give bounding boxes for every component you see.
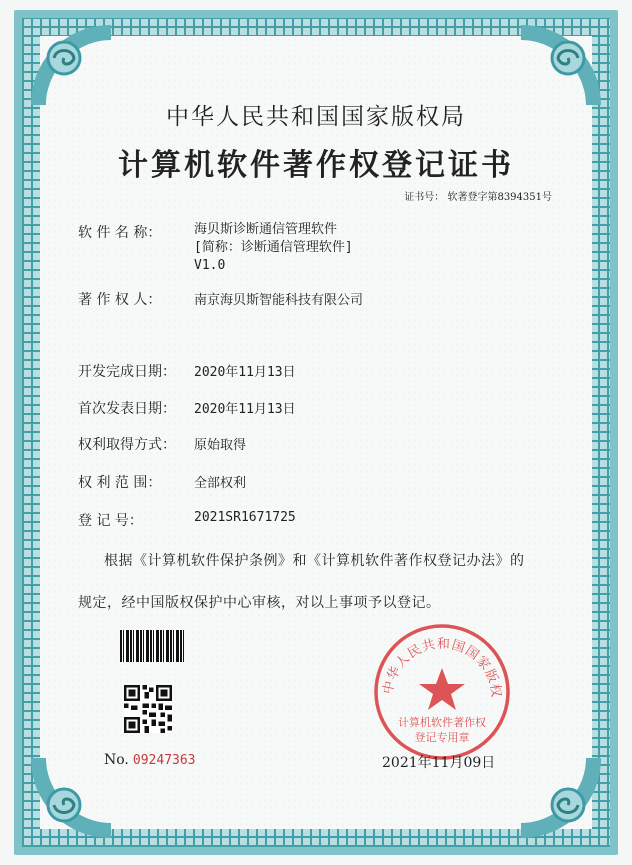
software-name-label: 软 件 名 称： [78, 225, 162, 241]
certificate-number [404, 188, 552, 203]
serial-value: 09247363 [132, 753, 196, 768]
statement-line-1: 根据《计算机软件保护条例》和《计算机软件著作权登记办法》的 [104, 553, 525, 569]
serial-label: No. [104, 752, 129, 768]
publish-date-value: 2020年11月13日 [194, 402, 296, 417]
issue-date: 2021年11月09日 [382, 755, 496, 771]
qr-code [124, 685, 172, 733]
publish-date-label: 首次发表日期： [78, 401, 176, 417]
issuer-name: 中华人民共和国国家版权局 [166, 104, 466, 130]
owner-row [78, 289, 364, 309]
registration-number-value: 2021SR1671725 [194, 510, 296, 525]
completion-date-row [78, 361, 296, 381]
certificate-number-value: 软著登字第8394351号 [447, 192, 552, 203]
official-seal [372, 622, 512, 762]
barcode [120, 630, 184, 662]
software-name: 海贝斯诊断通信管理软件 [194, 222, 338, 237]
corner-ornament [26, 20, 116, 110]
statement-line-2: 规定，经中国版权保护中心审核，对以上事项予以登记。 [78, 595, 441, 611]
svg-text:中华人民共和国国家版权局: 中华人民共和国国家版权 [380, 636, 504, 699]
svg-text:计算机软件著作权: 计算机软件著作权 [398, 716, 486, 729]
acquisition-label: 权利取得方式： [78, 437, 176, 453]
serial-number [104, 752, 196, 768]
scope-value: 全部权利 [194, 476, 247, 491]
certificate-title: 计算机软件著作权登记证书 [118, 148, 514, 183]
corner-ornament [516, 753, 606, 843]
certificate-number-label: 证书号： [404, 192, 445, 203]
software-name-values [194, 221, 353, 275]
completion-date-label: 开发完成日期： [78, 364, 176, 380]
acquisition-value: 原始取得 [194, 438, 247, 453]
software-version: V1.0 [194, 258, 226, 273]
software-name-row [78, 222, 193, 242]
scope-label: 权 利 范 围： [78, 475, 162, 491]
software-short-name: [简称：诊断通信管理软件] [194, 240, 353, 255]
publish-date-row [78, 398, 296, 418]
svg-text:登记专用章: 登记专用章 [414, 731, 470, 744]
corner-ornament [26, 753, 116, 843]
completion-date-value: 2020年11月13日 [194, 365, 296, 380]
registration-number-label: 登 记 号： [78, 513, 143, 529]
registration-number-row [78, 510, 296, 530]
owner-label: 著 作 权 人： [78, 292, 162, 308]
acquisition-row [78, 434, 247, 454]
corner-ornament [516, 20, 606, 110]
scope-row [78, 472, 247, 492]
owner-value: 南京海贝斯智能科技有限公司 [194, 293, 364, 308]
